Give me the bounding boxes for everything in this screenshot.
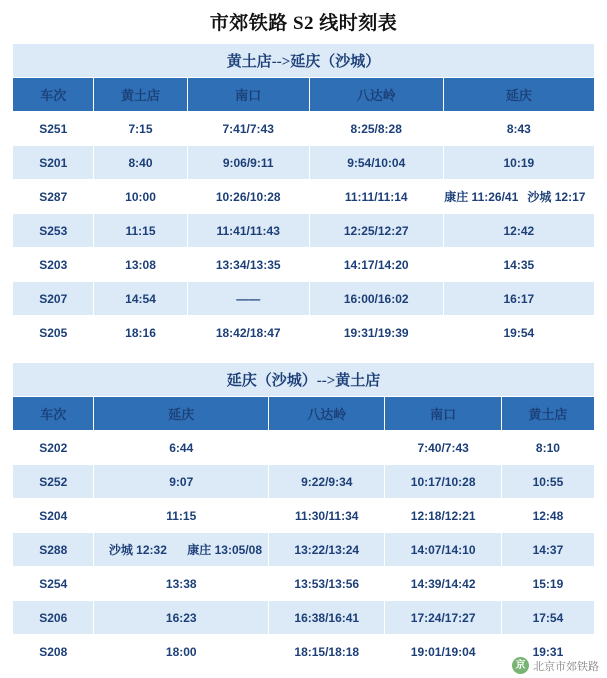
table-row	[13, 363, 595, 397]
time-cell: 7:40/7:43	[385, 431, 501, 465]
time-cell: 6:44	[94, 431, 269, 465]
time-cell: 16:38/16:41	[269, 601, 385, 635]
time-cell: 9:07	[94, 465, 269, 499]
time-cell: 8:25/8:28	[309, 112, 443, 146]
time-cell: 11:41/11:43	[187, 214, 309, 248]
time-cell: 11:11/11:14	[309, 180, 443, 214]
column-header: 黄土店	[501, 397, 594, 431]
table-header-row	[13, 397, 595, 431]
table-row	[13, 499, 595, 533]
column-header: 南口	[187, 78, 309, 112]
table-row	[13, 601, 595, 635]
train-number-cell: S202	[13, 431, 94, 465]
train-number-cell: S254	[13, 567, 94, 601]
time-cell: 8:40	[94, 146, 187, 180]
split-time-cell	[94, 533, 269, 567]
table-header-row	[13, 78, 595, 112]
table-row	[13, 533, 595, 567]
time-cell: 8:43	[443, 112, 594, 146]
time-cell: 16:00/16:02	[309, 282, 443, 316]
table-row	[13, 635, 595, 669]
time-cell: 11:15	[94, 214, 187, 248]
table-row	[13, 214, 595, 248]
time-cell: 17:54	[501, 601, 594, 635]
table-row	[13, 44, 595, 78]
time-cell: 10:00	[94, 180, 187, 214]
train-number-cell: S205	[13, 316, 94, 350]
time-cell: 13:22/13:24	[269, 533, 385, 567]
split-time-part: 康庄 11:26/41	[444, 190, 519, 204]
time-cell: 14:37	[501, 533, 594, 567]
time-cell: 7:15	[94, 112, 187, 146]
time-cell: 18:42/18:47	[187, 316, 309, 350]
page-title: 市郊铁路 S2 线时刻表	[209, 13, 398, 34]
split-time-cell	[443, 180, 594, 214]
time-cell: 14:17/14:20	[309, 248, 443, 282]
train-number-cell: S252	[13, 465, 94, 499]
column-header: 黄土店	[94, 78, 187, 112]
time-cell: 14:39/14:42	[385, 567, 501, 601]
table-row	[13, 282, 595, 316]
split-time-part: 沙城 12:32	[108, 543, 167, 557]
schedule-table	[12, 43, 595, 350]
table-row	[13, 248, 595, 282]
time-cell: 7:41/7:43	[187, 112, 309, 146]
time-cell: 12:42	[443, 214, 594, 248]
watermark-logo-icon: 京	[512, 657, 529, 674]
time-cell: 19:54	[443, 316, 594, 350]
time-cell: 14:35	[443, 248, 594, 282]
time-cell: 19:01/19:04	[385, 635, 501, 669]
column-header: 八达岭	[269, 397, 385, 431]
time-cell: 14:54	[94, 282, 187, 316]
time-cell: 11:15	[94, 499, 269, 533]
train-number-cell: S204	[13, 499, 94, 533]
train-number-cell: S203	[13, 248, 94, 282]
table-row	[13, 180, 595, 214]
time-cell: 10:17/10:28	[385, 465, 501, 499]
time-cell: 12:25/12:27	[309, 214, 443, 248]
time-cell: 12:48	[501, 499, 594, 533]
watermark	[512, 657, 599, 674]
time-cell: 14:07/14:10	[385, 533, 501, 567]
time-cell: 11:30/11:34	[269, 499, 385, 533]
column-header: 南口	[385, 397, 501, 431]
watermark-text: 北京市郊铁路	[533, 660, 599, 673]
time-cell	[269, 431, 385, 465]
time-cell: 9:06/9:11	[187, 146, 309, 180]
split-time-part: 康庄 13:05/08	[187, 543, 263, 557]
train-number-cell: S253	[13, 214, 94, 248]
time-cell: 19:31	[501, 635, 594, 669]
train-number-cell: S206	[13, 601, 94, 635]
time-cell: 8:10	[501, 431, 594, 465]
time-cell: 16:23	[94, 601, 269, 635]
time-cell: 16:17	[443, 282, 594, 316]
column-header: 延庆	[443, 78, 594, 112]
table-row	[13, 112, 595, 146]
train-number-cell: S207	[13, 282, 94, 316]
table-row	[13, 146, 595, 180]
time-cell: 9:22/9:34	[269, 465, 385, 499]
direction-label: 黄土店-->延庆（沙城）	[13, 44, 595, 78]
time-cell: 18:16	[94, 316, 187, 350]
time-cell: 17:24/17:27	[385, 601, 501, 635]
column-header: 车次	[13, 78, 94, 112]
column-header: 车次	[13, 397, 94, 431]
train-number-cell: S288	[13, 533, 94, 567]
table-row	[13, 316, 595, 350]
column-header: 延庆	[94, 397, 269, 431]
table-row	[13, 567, 595, 601]
timetable-container	[12, 43, 595, 669]
table-row	[13, 431, 595, 465]
time-cell: 18:15/18:18	[269, 635, 385, 669]
table-row	[13, 465, 595, 499]
time-cell: ——	[187, 282, 309, 316]
time-cell: 10:55	[501, 465, 594, 499]
time-cell: 12:18/12:21	[385, 499, 501, 533]
train-number-cell: S287	[13, 180, 94, 214]
time-cell: 13:38	[94, 567, 269, 601]
split-time-part: 沙城 12:17	[527, 190, 586, 204]
time-cell: 13:53/13:56	[269, 567, 385, 601]
time-cell: 19:31/19:39	[309, 316, 443, 350]
time-cell: 9:54/10:04	[309, 146, 443, 180]
time-cell: 15:19	[501, 567, 594, 601]
timetable-tables	[12, 43, 595, 669]
time-cell: 13:08	[94, 248, 187, 282]
table-gap	[12, 350, 595, 362]
train-number-cell: S208	[13, 635, 94, 669]
time-cell: 18:00	[94, 635, 269, 669]
column-header: 八达岭	[309, 78, 443, 112]
train-number-cell: S201	[13, 146, 94, 180]
time-cell: 13:34/13:35	[187, 248, 309, 282]
time-cell: 10:19	[443, 146, 594, 180]
schedule-table	[12, 362, 595, 669]
time-cell: 10:26/10:28	[187, 180, 309, 214]
direction-label: 延庆（沙城）-->黄土店	[13, 363, 595, 397]
train-number-cell: S251	[13, 112, 94, 146]
